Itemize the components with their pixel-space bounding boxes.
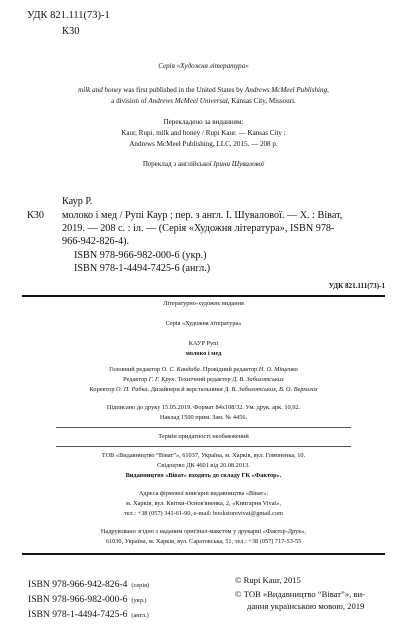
divider-shelf-life <box>56 427 351 428</box>
series-heading: Серія «Художня література» <box>158 62 249 70</box>
copyright-author: © Rupi Kaur, 2015 <box>235 575 301 585</box>
translated-from-heading: Перекладено за виданням: <box>163 118 244 126</box>
catalog-code: К30 <box>27 210 44 221</box>
bottom-isbn-ukr: ISBN 978-966-982-000-6 (укр.) <box>28 594 147 605</box>
shop-line3: тел.: +38 (057) 341-61-90, e-mail: bookstorevivat@gmail.com <box>124 510 283 517</box>
section-divider-top <box>22 295 385 297</box>
publisher-line2: Свідоцтво ДК 4601 від 20.08.2013. <box>157 462 250 469</box>
catalog-isbn-eng: ISBN 978-1-4494-7425-6 (англ.) <box>74 263 211 274</box>
divider-publisher <box>56 446 351 447</box>
staff-line2: Редактор Г. Г. Крук. Технічний редактор Д. В. Заболотських <box>123 376 284 383</box>
catalog-line1: молоко і мед / Рупі Каур ; пер. з англ. І. Шувалової. — Х. : Віват, <box>62 210 343 221</box>
publisher-line1: ТОВ «Видавництво “Віват”», 61037, Україна, м. Харків, вул. Гомоненка, 10. <box>101 452 306 459</box>
catalog-line2: 2019. — 208 с. : іл. — (Серія «Художня література», ISBN 978- <box>62 223 335 234</box>
original-publication-line1: milk and honey was first published in the United States by Andrews McMeel Publishing, <box>78 86 329 94</box>
copyright-publisher-line1: © ТОВ «Видавництво “Віват”», ви- <box>235 589 365 599</box>
translated-from-line2: Andrews McMeel Publishing, LLC, 2015. — 208 p. <box>129 140 278 148</box>
udk-code: УДК 821.111(73)-1 <box>27 10 110 21</box>
section-divider-bottom <box>22 553 385 555</box>
bottom-isbn-series: ISBN 978-966-942-826-4 (серія) <box>28 579 150 590</box>
printer-line2: 61030, Україна, м. Харків, вул. Саратовська, 51, тел.: +38 (057) 717-53-55 <box>105 538 302 545</box>
catalog-author: Каур Р. <box>62 196 93 207</box>
colophon-title: молоко і мед <box>185 350 222 357</box>
shop-line1: Адреса фірмової книгарні видавництва «Віват»: <box>138 490 269 497</box>
staff-line1: Головний редактор О. С. Кандиба. Провідний редактор Н. О. Міщенко <box>109 366 298 373</box>
shelf-life: Термін придатності необмежений <box>158 433 249 440</box>
udk-right: УДК 821.111(73)-1 <box>328 282 385 290</box>
colophon-series: Серія «Художня література» <box>165 320 242 327</box>
catalog-isbn-ukr: ISBN 978-966-982-000-6 (укр.) <box>74 250 207 261</box>
print-line2: Наклад 1500 прим. Зам. № 4456. <box>159 414 248 421</box>
staff-line3: Коректор О. П. Рибка. Дизайнери й верстальники Д. В. Заболотських, В. О. Верхолаз <box>89 386 318 393</box>
edition-type: Літературно-художнє видання <box>163 300 244 307</box>
translated-from-line1: Kaur, Rupi. milk and honey / Rupi Kaur. — Kansas City : <box>121 129 286 137</box>
print-line1: Підписано до друку 15.05.2019. Формат 84х108/32. Ум. друк. арк. 10,92. <box>106 404 301 411</box>
bottom-isbn-eng: ISBN 978-1-4494-7425-6 (англ.) <box>28 609 149 620</box>
original-publication-line2: a division of Andrews McMeel Universal, Kansas City, Missouri. <box>111 97 296 105</box>
publisher-line3: Видавництво «Віват» входить до складу ГК «Фактор». <box>125 472 282 479</box>
shop-line2: м. Харків, вул. Квітки-Основ'яненка, 2, «Книгарня Vivat», <box>125 500 282 507</box>
translator-line: Переклад з англійської Ірини Шувалової <box>142 160 265 168</box>
author-sign-code: К30 <box>62 26 80 37</box>
printer-line1: Надруковано згідно з наданим оригінал-макетом у друкарні «Фактор-Друк», <box>100 528 307 535</box>
catalog-line3: 966-942-826-4). <box>62 236 130 247</box>
copyright-publisher-line2: дання українською мовою, 2019 <box>247 601 365 611</box>
colophon-author: КАУР Рупі <box>188 340 219 347</box>
